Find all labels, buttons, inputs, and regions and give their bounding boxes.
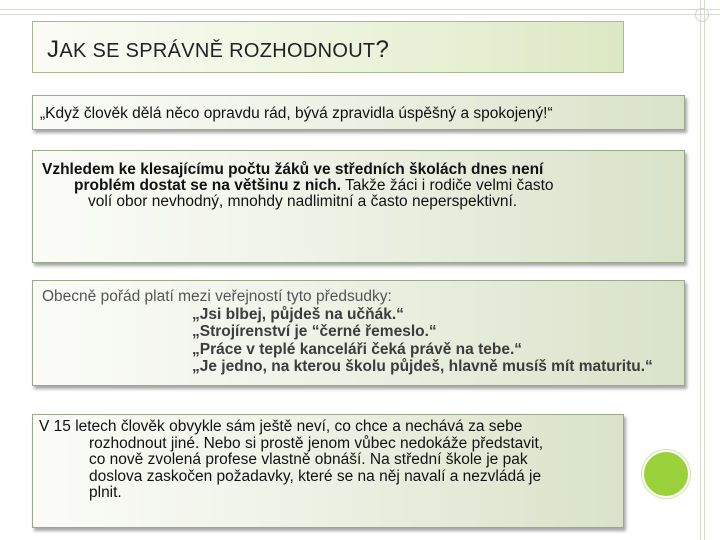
page-title xyxy=(47,36,389,64)
title-box xyxy=(32,21,624,73)
prejudices-heading: Obecně pořád platí mezi veřejností tyto předsudky: xyxy=(42,288,392,305)
decorative-vertical-line-1 xyxy=(700,0,701,540)
title-question-mark: ? xyxy=(375,36,390,63)
quote-text: „Když člověk dělá něco opravdu rád, bývá zpravidla úspěšný a spokojený!“ xyxy=(40,105,553,122)
prejudice-item: „Jsi blbej, půjdeš na učňák.“ xyxy=(192,305,404,323)
age-paragraph-box xyxy=(32,414,624,528)
age-paragraph-line: doslova zaskočen požadavky, které se na něj navalí a nezvládá je xyxy=(89,467,542,485)
age-paragraph-text xyxy=(39,419,624,502)
paragraph-bold-line-2: problém dostat se na většinu z nich. xyxy=(74,177,341,194)
paragraph-normal-line-3: volí obor nevhodný, mnohdy nadlimitní a často neperspektivní. xyxy=(88,193,518,210)
prejudices-box xyxy=(32,280,685,386)
age-paragraph-line: rozhodnout jiné. Nebo si prostě jenom vůbec nedokáže představit, xyxy=(89,434,544,452)
prejudices-list xyxy=(42,288,653,376)
decorative-ring xyxy=(695,8,709,22)
quote-box xyxy=(32,95,685,130)
prejudice-item: „Strojírenství je “černé řemeslo.“ xyxy=(192,323,437,340)
title-first-letter: J xyxy=(47,36,60,63)
decorative-horizontal-line-1 xyxy=(0,9,720,10)
age-paragraph-line: plnit. xyxy=(89,484,122,501)
prejudice-item: „Je jedno, na kterou školu půjdeš, hlavně musíš mít maturitu.“ xyxy=(192,358,653,375)
paragraph-text xyxy=(42,162,682,210)
age-paragraph-line: co nově zvolená profese vlastně obnáší. Na střední škole je pak xyxy=(89,451,528,468)
age-paragraph-line: V 15 letech člověk obvykle sám ještě neví, co chce a nechává za sebe xyxy=(39,418,523,435)
paragraph-bold-line-1: Vzhledem ke klesajícímu počtu žáků ve středních školách dnes není xyxy=(42,161,544,178)
green-circle-decoration xyxy=(642,450,690,498)
prejudice-item: „Práce v teplé kanceláři čeká právě na tebe.“ xyxy=(192,340,522,358)
paragraph-normal-line-2: Takže žáci i rodiče velmi často xyxy=(341,177,554,194)
paragraph-box xyxy=(32,150,685,263)
decorative-horizontal-line-2 xyxy=(0,14,720,15)
title-text: AK SE SPRÁVNĚ ROZHODNOUT xyxy=(59,40,376,62)
decorative-vertical-line-2 xyxy=(704,0,705,540)
